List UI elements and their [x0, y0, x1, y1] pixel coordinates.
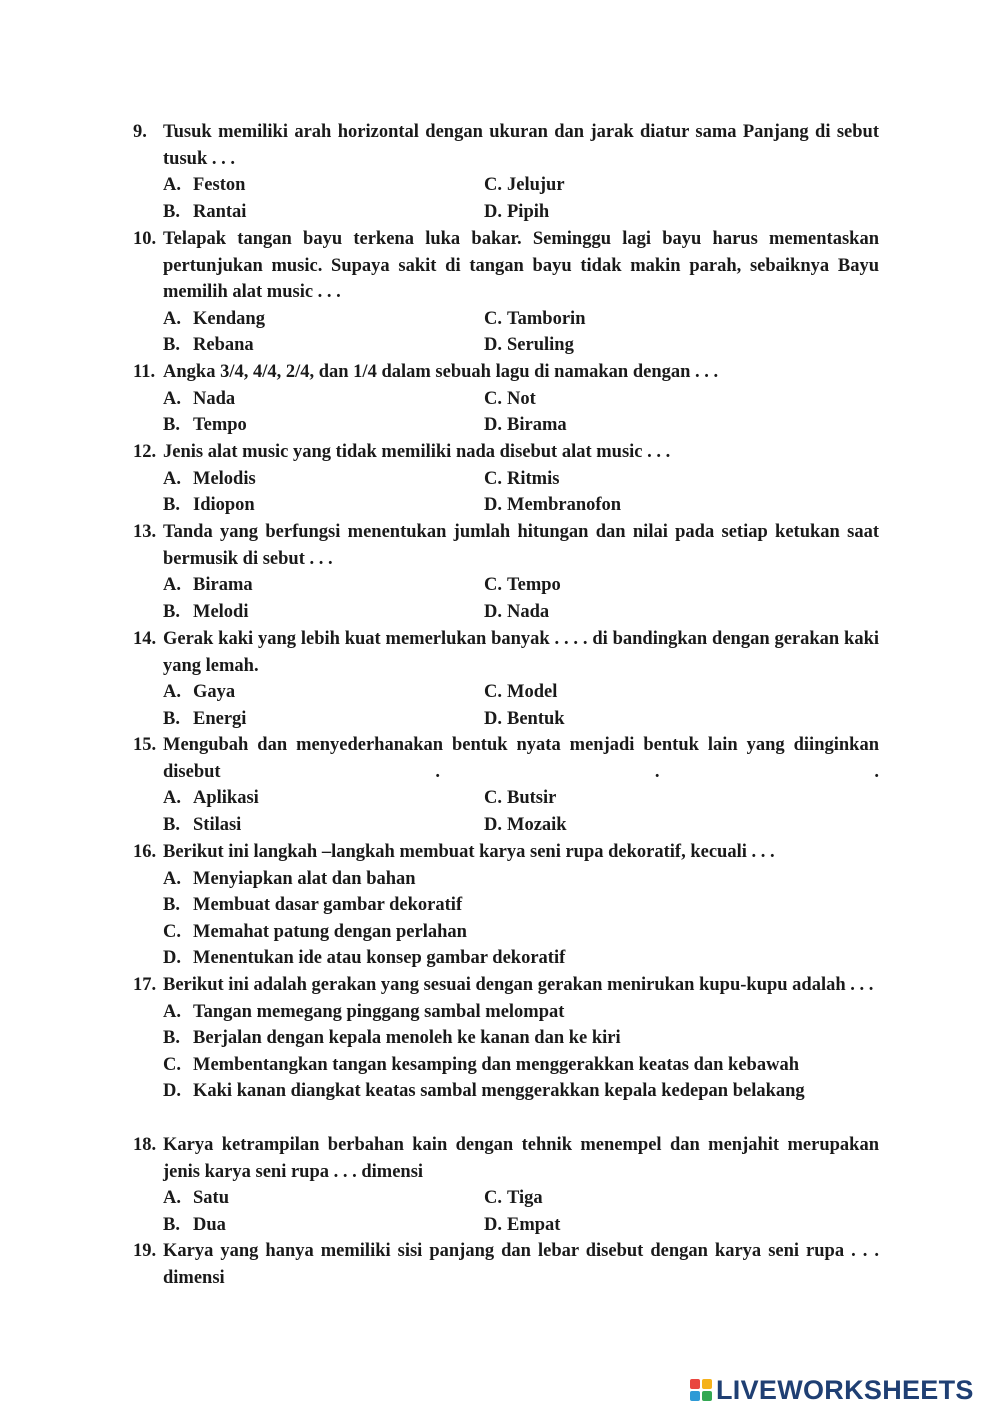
- question-number: 11.: [133, 362, 156, 382]
- option-d[interactable]: [163, 945, 879, 972]
- question-15: [133, 732, 879, 838]
- question-13: [133, 519, 879, 625]
- answer-options: [163, 386, 879, 439]
- option-text: Memahat patung dengan perlahan: [193, 921, 467, 942]
- option-letter: D.: [484, 708, 502, 729]
- option-letter: A.: [163, 1001, 181, 1022]
- option-text: Tempo: [193, 415, 247, 436]
- option-text: Energi: [193, 708, 247, 729]
- question-text: Angka 3/4, 4/4, 2/4, dan 1/4 dalam sebuah lagu di namakan dengan . . .: [163, 362, 719, 382]
- option-letter: C.: [484, 175, 502, 196]
- option-text: Aplikasi: [193, 788, 259, 809]
- option-text: Membranofon: [507, 495, 622, 516]
- answer-options: [163, 306, 879, 359]
- option-letter: D.: [484, 814, 502, 835]
- option-b[interactable]: [163, 412, 484, 439]
- option-b[interactable]: [163, 599, 484, 626]
- option-letter: C.: [484, 682, 502, 703]
- question-number: 17.: [133, 975, 157, 995]
- option-text: Tamborin: [507, 308, 586, 329]
- option-letter: D.: [163, 1081, 181, 1102]
- answer-options: [163, 785, 879, 838]
- option-d[interactable]: [484, 599, 879, 626]
- option-letter: A.: [163, 682, 181, 703]
- question-number: 16.: [133, 842, 157, 862]
- question-number: 9.: [133, 122, 147, 142]
- option-d[interactable]: [484, 492, 879, 519]
- option-text: Birama: [193, 575, 253, 596]
- option-c[interactable]: [484, 386, 879, 413]
- question-number: 19.: [133, 1241, 157, 1261]
- option-letter: A.: [163, 175, 181, 196]
- question-number: 10.: [133, 229, 157, 249]
- option-b[interactable]: [163, 1212, 484, 1239]
- option-b[interactable]: [163, 706, 484, 733]
- option-text: Satu: [193, 1188, 229, 1209]
- option-a[interactable]: [163, 466, 484, 493]
- option-letter: C.: [484, 1188, 502, 1209]
- option-b[interactable]: [163, 812, 484, 839]
- option-letter: C.: [484, 388, 502, 409]
- option-letter: D.: [484, 495, 502, 516]
- option-letter: C.: [484, 308, 502, 329]
- option-c[interactable]: [484, 306, 879, 333]
- option-a[interactable]: [163, 306, 484, 333]
- option-d[interactable]: [484, 1212, 879, 1239]
- answer-options: [163, 1185, 879, 1238]
- option-text: Dua: [193, 1214, 226, 1235]
- logo-text: LIVEWORKSHEETS: [716, 1374, 974, 1405]
- option-a[interactable]: [163, 866, 879, 893]
- question-text: Berikut ini adalah gerakan yang sesuai dengan gerakan menirukan kupu-kupu adalah . . .: [163, 975, 874, 995]
- option-text: Melodi: [193, 601, 249, 622]
- question-17: [133, 972, 879, 1105]
- option-b[interactable]: [163, 199, 484, 226]
- option-text: Rebana: [193, 335, 254, 356]
- answer-options: [163, 172, 879, 225]
- answer-options: [163, 466, 879, 519]
- option-text: Gaya: [193, 682, 236, 703]
- question-9: [133, 119, 879, 225]
- option-letter: D.: [484, 335, 502, 356]
- option-letter: B.: [163, 814, 180, 835]
- question-text: Gerak kaki yang lebih kuat memerlukan banyak . . . . di bandingkan dengan gerakan kaki yang lemah.: [163, 629, 879, 676]
- option-d[interactable]: [163, 1078, 879, 1105]
- option-letter: A.: [163, 788, 181, 809]
- option-letter: D.: [484, 1214, 502, 1235]
- option-letter: B.: [163, 708, 180, 729]
- question-number: 13.: [133, 522, 157, 542]
- option-a[interactable]: [163, 785, 484, 812]
- option-b[interactable]: [163, 892, 879, 919]
- option-letter: D.: [163, 948, 181, 969]
- question-text: Jenis alat music yang tidak memiliki nada disebut alat music . . .: [163, 442, 671, 462]
- option-c[interactable]: [163, 1052, 879, 1079]
- question-text: Tanda yang berfungsi menentukan jumlah hitungan dan nilai pada setiap ketukan saat bermusik di sebut . . .: [163, 522, 879, 569]
- option-text: Feston: [193, 175, 246, 196]
- answer-options: [163, 999, 879, 1105]
- option-text: Nada: [193, 388, 236, 409]
- option-text: Pipih: [507, 201, 550, 222]
- option-a[interactable]: [163, 1185, 484, 1212]
- option-d[interactable]: [484, 199, 879, 226]
- question-text: Tusuk memiliki arah horizontal dengan ukuran dan jarak diatur sama Panjang di sebut tusuk . . .: [163, 122, 879, 169]
- option-text: Nada: [507, 601, 550, 622]
- option-text: Stilasi: [193, 814, 242, 835]
- option-c[interactable]: [484, 679, 879, 706]
- option-text: Empat: [507, 1214, 561, 1235]
- option-text: Tiga: [507, 1188, 543, 1209]
- option-c[interactable]: [484, 572, 879, 599]
- option-letter: B.: [163, 1028, 180, 1049]
- option-text: Model: [507, 682, 558, 703]
- option-text: Seruling: [507, 335, 574, 356]
- option-a[interactable]: [163, 386, 484, 413]
- option-letter: C.: [163, 1054, 181, 1075]
- option-letter: C.: [163, 921, 181, 942]
- option-letter: A.: [163, 1188, 181, 1209]
- option-text: Idiopon: [193, 495, 255, 516]
- question-text: Berikut ini langkah –langkah membuat karya seni rupa dekoratif, kecuali . . .: [163, 842, 775, 862]
- logo-square-1: [690, 1379, 700, 1389]
- option-b[interactable]: [163, 1025, 879, 1052]
- option-text: Menentukan ide atau konsep gambar dekoratif: [193, 948, 566, 969]
- option-a[interactable]: [163, 572, 484, 599]
- option-letter: C.: [484, 788, 502, 809]
- option-letter: D.: [484, 201, 502, 222]
- answer-options: [163, 572, 879, 625]
- option-a[interactable]: [163, 999, 879, 1026]
- option-letter: A.: [163, 468, 181, 489]
- logo-square-3: [690, 1391, 700, 1401]
- question-16: [133, 839, 879, 972]
- option-d[interactable]: [484, 812, 879, 839]
- option-b[interactable]: [163, 332, 484, 359]
- option-d[interactable]: [484, 706, 879, 733]
- option-text: Menyiapkan alat dan bahan: [193, 868, 416, 889]
- option-d[interactable]: [484, 332, 879, 359]
- option-letter: B.: [163, 601, 180, 622]
- option-text: Tempo: [507, 575, 561, 596]
- option-text: Kaki kanan diangkat keatas sambal menggerakkan kepala kedepan belakang: [193, 1081, 805, 1102]
- option-letter: B.: [163, 1214, 180, 1235]
- question-text: Mengubah dan menyederhanakan bentuk nyata menjadi bentuk lain yang diinginkan disebut . . .: [163, 735, 879, 782]
- question-10: [133, 226, 879, 359]
- question-12: [133, 439, 879, 519]
- option-text: Jelujur: [507, 175, 565, 196]
- question-19: [133, 1238, 879, 1291]
- option-letter: A.: [163, 575, 181, 596]
- question-text: Karya yang hanya memiliki sisi panjang dan lebar disebut dengan karya seni rupa . . . dimensi: [163, 1241, 879, 1288]
- answer-options: [163, 866, 879, 972]
- question-number: 12.: [133, 442, 157, 462]
- option-a[interactable]: [163, 679, 484, 706]
- question-number: 14.: [133, 629, 157, 649]
- option-d[interactable]: [484, 412, 879, 439]
- option-text: Berjalan dengan kepala menoleh ke kanan dan ke kiri: [193, 1028, 621, 1049]
- option-text: Not: [507, 388, 536, 409]
- option-letter: A.: [163, 868, 181, 889]
- option-letter: A.: [163, 308, 181, 329]
- option-letter: C.: [484, 468, 502, 489]
- logo-square-2: [702, 1379, 712, 1389]
- option-letter: A.: [163, 388, 181, 409]
- option-letter: D.: [484, 415, 502, 436]
- option-letter: B.: [163, 895, 180, 916]
- option-c[interactable]: [484, 466, 879, 493]
- option-text: Ritmis: [507, 468, 560, 489]
- liveworksheets-logo: [690, 1375, 974, 1405]
- option-a[interactable]: [163, 172, 484, 199]
- question-11: [133, 359, 879, 439]
- question-number: 18.: [133, 1135, 157, 1155]
- option-text: Mozaik: [507, 814, 567, 835]
- option-b[interactable]: [163, 492, 484, 519]
- option-c[interactable]: [163, 919, 879, 946]
- option-text: Membuat dasar gambar dekoratif: [193, 895, 463, 916]
- logo-squares-icon: [690, 1379, 712, 1401]
- option-letter: B.: [163, 415, 180, 436]
- option-letter: B.: [163, 495, 180, 516]
- option-letter: B.: [163, 335, 180, 356]
- option-text: Butsir: [507, 788, 557, 809]
- question-18: [133, 1132, 879, 1238]
- logo-square-4: [702, 1391, 712, 1401]
- option-text: Rantai: [193, 201, 247, 222]
- question-number: 15.: [133, 735, 157, 755]
- option-text: Melodis: [193, 468, 256, 489]
- question-text: Telapak tangan bayu terkena luka bakar. Seminggu lagi bayu harus mementaskan pertunjukan music. Supaya sakit di tangan bayu tidak makin parah, sebaiknya Bayu memilih alat music . . .: [163, 229, 879, 303]
- option-c[interactable]: [484, 785, 879, 812]
- option-letter: C.: [484, 575, 502, 596]
- answer-options: [163, 679, 879, 732]
- option-text: Birama: [507, 415, 567, 436]
- option-text: Kendang: [193, 308, 265, 329]
- option-c[interactable]: [484, 1185, 879, 1212]
- option-text: Membentangkan tangan kesamping dan menggerakkan keatas dan kebawah: [193, 1054, 799, 1075]
- question-text: Karya ketrampilan berbahan kain dengan tehnik menempel dan menjahit merupakan jenis karya seni rupa . . . dimensi: [163, 1135, 879, 1182]
- option-letter: B.: [163, 201, 180, 222]
- option-text: Bentuk: [507, 708, 565, 729]
- option-c[interactable]: [484, 172, 879, 199]
- question-14: [133, 626, 879, 732]
- option-text: Tangan memegang pinggang sambal melompat: [193, 1001, 565, 1022]
- option-letter: D.: [484, 601, 502, 622]
